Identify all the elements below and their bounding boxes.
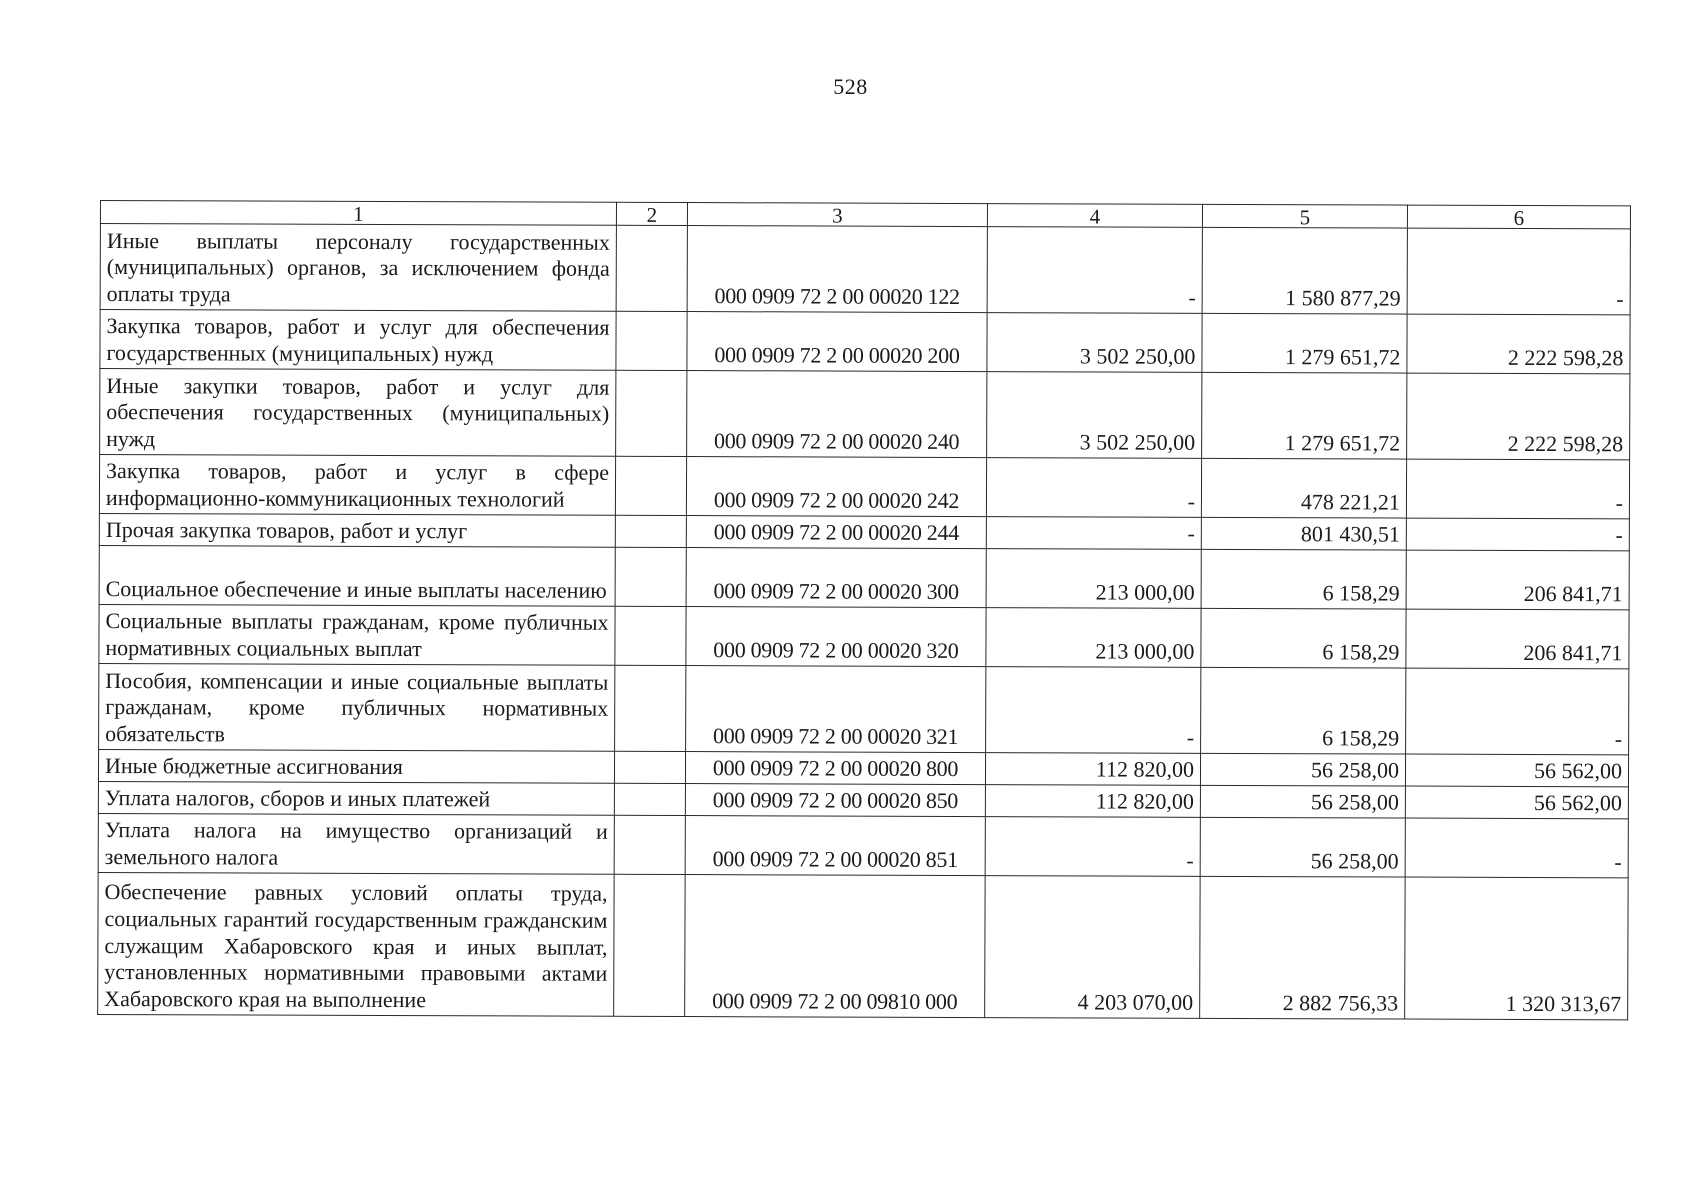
row-col2 bbox=[614, 815, 685, 874]
row-executed: 6 158,29 bbox=[1201, 608, 1406, 668]
row-name: Социальное обеспечение и иные выплаты населению bbox=[99, 545, 615, 606]
row-approved: 213 000,00 bbox=[986, 549, 1201, 609]
row-approved: 213 000,00 bbox=[986, 608, 1201, 668]
page-number: 528 bbox=[833, 74, 868, 99]
table-row bbox=[98, 813, 1628, 877]
row-name: Уплата налога на имущество организаций и земельного налога bbox=[98, 813, 614, 874]
row-approved: - bbox=[986, 517, 1201, 550]
row-executed: 56 258,00 bbox=[1200, 753, 1405, 786]
budget-execution-table bbox=[97, 200, 1631, 1020]
header-cell-6: 6 bbox=[1407, 205, 1630, 229]
table-row bbox=[99, 604, 1629, 668]
row-col2 bbox=[615, 547, 686, 606]
table-row bbox=[98, 749, 1628, 786]
budget-table-container bbox=[97, 200, 1630, 1020]
row-code: 000 0909 72 2 00 09810 000 bbox=[685, 875, 985, 1018]
row-name: Иные выплаты персоналу государственных (муниципальных) органов, за исключением фонда оплаты труда bbox=[100, 224, 616, 312]
row-unexecuted: 206 841,71 bbox=[1406, 609, 1629, 669]
row-code: 000 0909 72 2 00 00020 200 bbox=[687, 312, 987, 372]
table-row bbox=[98, 872, 1628, 1019]
row-unexecuted: 206 841,71 bbox=[1406, 550, 1629, 610]
table-row bbox=[98, 781, 1628, 818]
row-approved: 112 820,00 bbox=[985, 753, 1200, 786]
row-name: Закупка товаров, работ и услуг в сфере информационно-коммуникационных технологий bbox=[99, 455, 615, 516]
row-col2 bbox=[615, 515, 686, 547]
row-name: Пособия, компенсации и иные социальные выплаты гражданам, кроме публичных нормативных обязательств bbox=[99, 663, 615, 751]
row-col2 bbox=[614, 783, 685, 815]
row-approved: - bbox=[986, 667, 1201, 754]
table-row bbox=[100, 310, 1630, 374]
row-approved: 3 502 250,00 bbox=[987, 372, 1202, 459]
row-col2 bbox=[615, 456, 686, 515]
row-code: 000 0909 72 2 00 00020 122 bbox=[687, 226, 987, 313]
row-executed: 2 882 756,33 bbox=[1200, 876, 1405, 1019]
row-name: Закупка товаров, работ и услуг для обеспечения государственных (муниципальных) нужд bbox=[100, 310, 616, 371]
row-approved: 3 502 250,00 bbox=[987, 313, 1202, 373]
row-executed: 56 258,00 bbox=[1200, 817, 1405, 877]
row-name: Уплата налогов, сборов и иных платежей bbox=[98, 781, 614, 815]
row-col2 bbox=[615, 606, 686, 665]
row-executed: 1 580 877,29 bbox=[1202, 227, 1407, 314]
row-col2 bbox=[616, 311, 687, 370]
row-approved: - bbox=[985, 817, 1200, 877]
header-cell-2: 2 bbox=[616, 202, 687, 225]
row-code: 000 0909 72 2 00 00020 240 bbox=[687, 371, 987, 458]
row-executed: 56 258,00 bbox=[1200, 785, 1405, 818]
row-executed: 6 158,29 bbox=[1201, 549, 1406, 609]
row-approved: - bbox=[986, 458, 1201, 518]
header-cell-1: 1 bbox=[100, 201, 616, 226]
row-code: 000 0909 72 2 00 00020 300 bbox=[686, 548, 986, 608]
row-name: Иные закупки товаров, работ и услуг для обеспечения государственных (муниципальных) нужд bbox=[100, 369, 616, 457]
row-code: 000 0909 72 2 00 00020 244 bbox=[686, 516, 986, 549]
row-approved: 4 203 070,00 bbox=[985, 876, 1200, 1019]
row-name: Обеспечение равных условий оплаты труда, социальных гарантий государственным гражданским служащим Хабаровского края и иных выплат, установленных нормативными правовыми актами Хабаровского края на выполнение bbox=[98, 872, 614, 1016]
row-name: Иные бюджетные ассигнования bbox=[98, 749, 614, 783]
row-executed: 6 158,29 bbox=[1201, 667, 1406, 754]
row-col2 bbox=[616, 370, 687, 456]
row-unexecuted: 1 320 313,67 bbox=[1405, 877, 1628, 1020]
row-unexecuted: 56 562,00 bbox=[1405, 754, 1628, 787]
row-unexecuted: - bbox=[1405, 818, 1628, 878]
header-cell-5: 5 bbox=[1202, 204, 1407, 228]
row-executed: 1 279 651,72 bbox=[1202, 313, 1407, 373]
row-unexecuted: 56 562,00 bbox=[1405, 786, 1628, 819]
header-cell-4: 4 bbox=[987, 204, 1202, 228]
header-cell-3: 3 bbox=[687, 203, 987, 227]
row-unexecuted: 2 222 598,28 bbox=[1407, 314, 1630, 374]
row-code: 000 0909 72 2 00 00020 320 bbox=[686, 607, 986, 667]
row-approved: - bbox=[987, 227, 1202, 314]
row-name: Прочая закупка товаров, работ и услуг bbox=[99, 513, 615, 547]
table-row bbox=[99, 455, 1629, 519]
row-col2 bbox=[614, 751, 685, 783]
table-row bbox=[100, 369, 1630, 460]
row-unexecuted: - bbox=[1406, 668, 1629, 755]
row-executed: 1 279 651,72 bbox=[1202, 372, 1407, 459]
table-row bbox=[99, 545, 1629, 609]
row-executed: 478 221,21 bbox=[1201, 458, 1406, 518]
table-row bbox=[99, 513, 1629, 550]
row-code: 000 0909 72 2 00 00020 851 bbox=[685, 816, 985, 876]
table-row bbox=[100, 224, 1630, 315]
row-code: 000 0909 72 2 00 00020 321 bbox=[686, 666, 986, 753]
row-unexecuted: 2 222 598,28 bbox=[1407, 373, 1630, 460]
row-code: 000 0909 72 2 00 00020 850 bbox=[685, 784, 985, 817]
row-code: 000 0909 72 2 00 00020 242 bbox=[686, 457, 986, 517]
row-executed: 801 430,51 bbox=[1201, 517, 1406, 550]
row-code: 000 0909 72 2 00 00020 800 bbox=[685, 752, 985, 785]
row-name: Социальные выплаты гражданам, кроме публичных нормативных социальных выплат bbox=[99, 604, 615, 665]
row-col2 bbox=[616, 225, 687, 311]
row-col2 bbox=[615, 665, 686, 751]
row-approved: 112 820,00 bbox=[985, 785, 1200, 818]
row-unexecuted: - bbox=[1406, 518, 1629, 551]
row-unexecuted: - bbox=[1406, 459, 1629, 519]
table-row bbox=[99, 663, 1629, 754]
row-unexecuted: - bbox=[1407, 228, 1630, 315]
row-col2 bbox=[614, 874, 685, 1016]
